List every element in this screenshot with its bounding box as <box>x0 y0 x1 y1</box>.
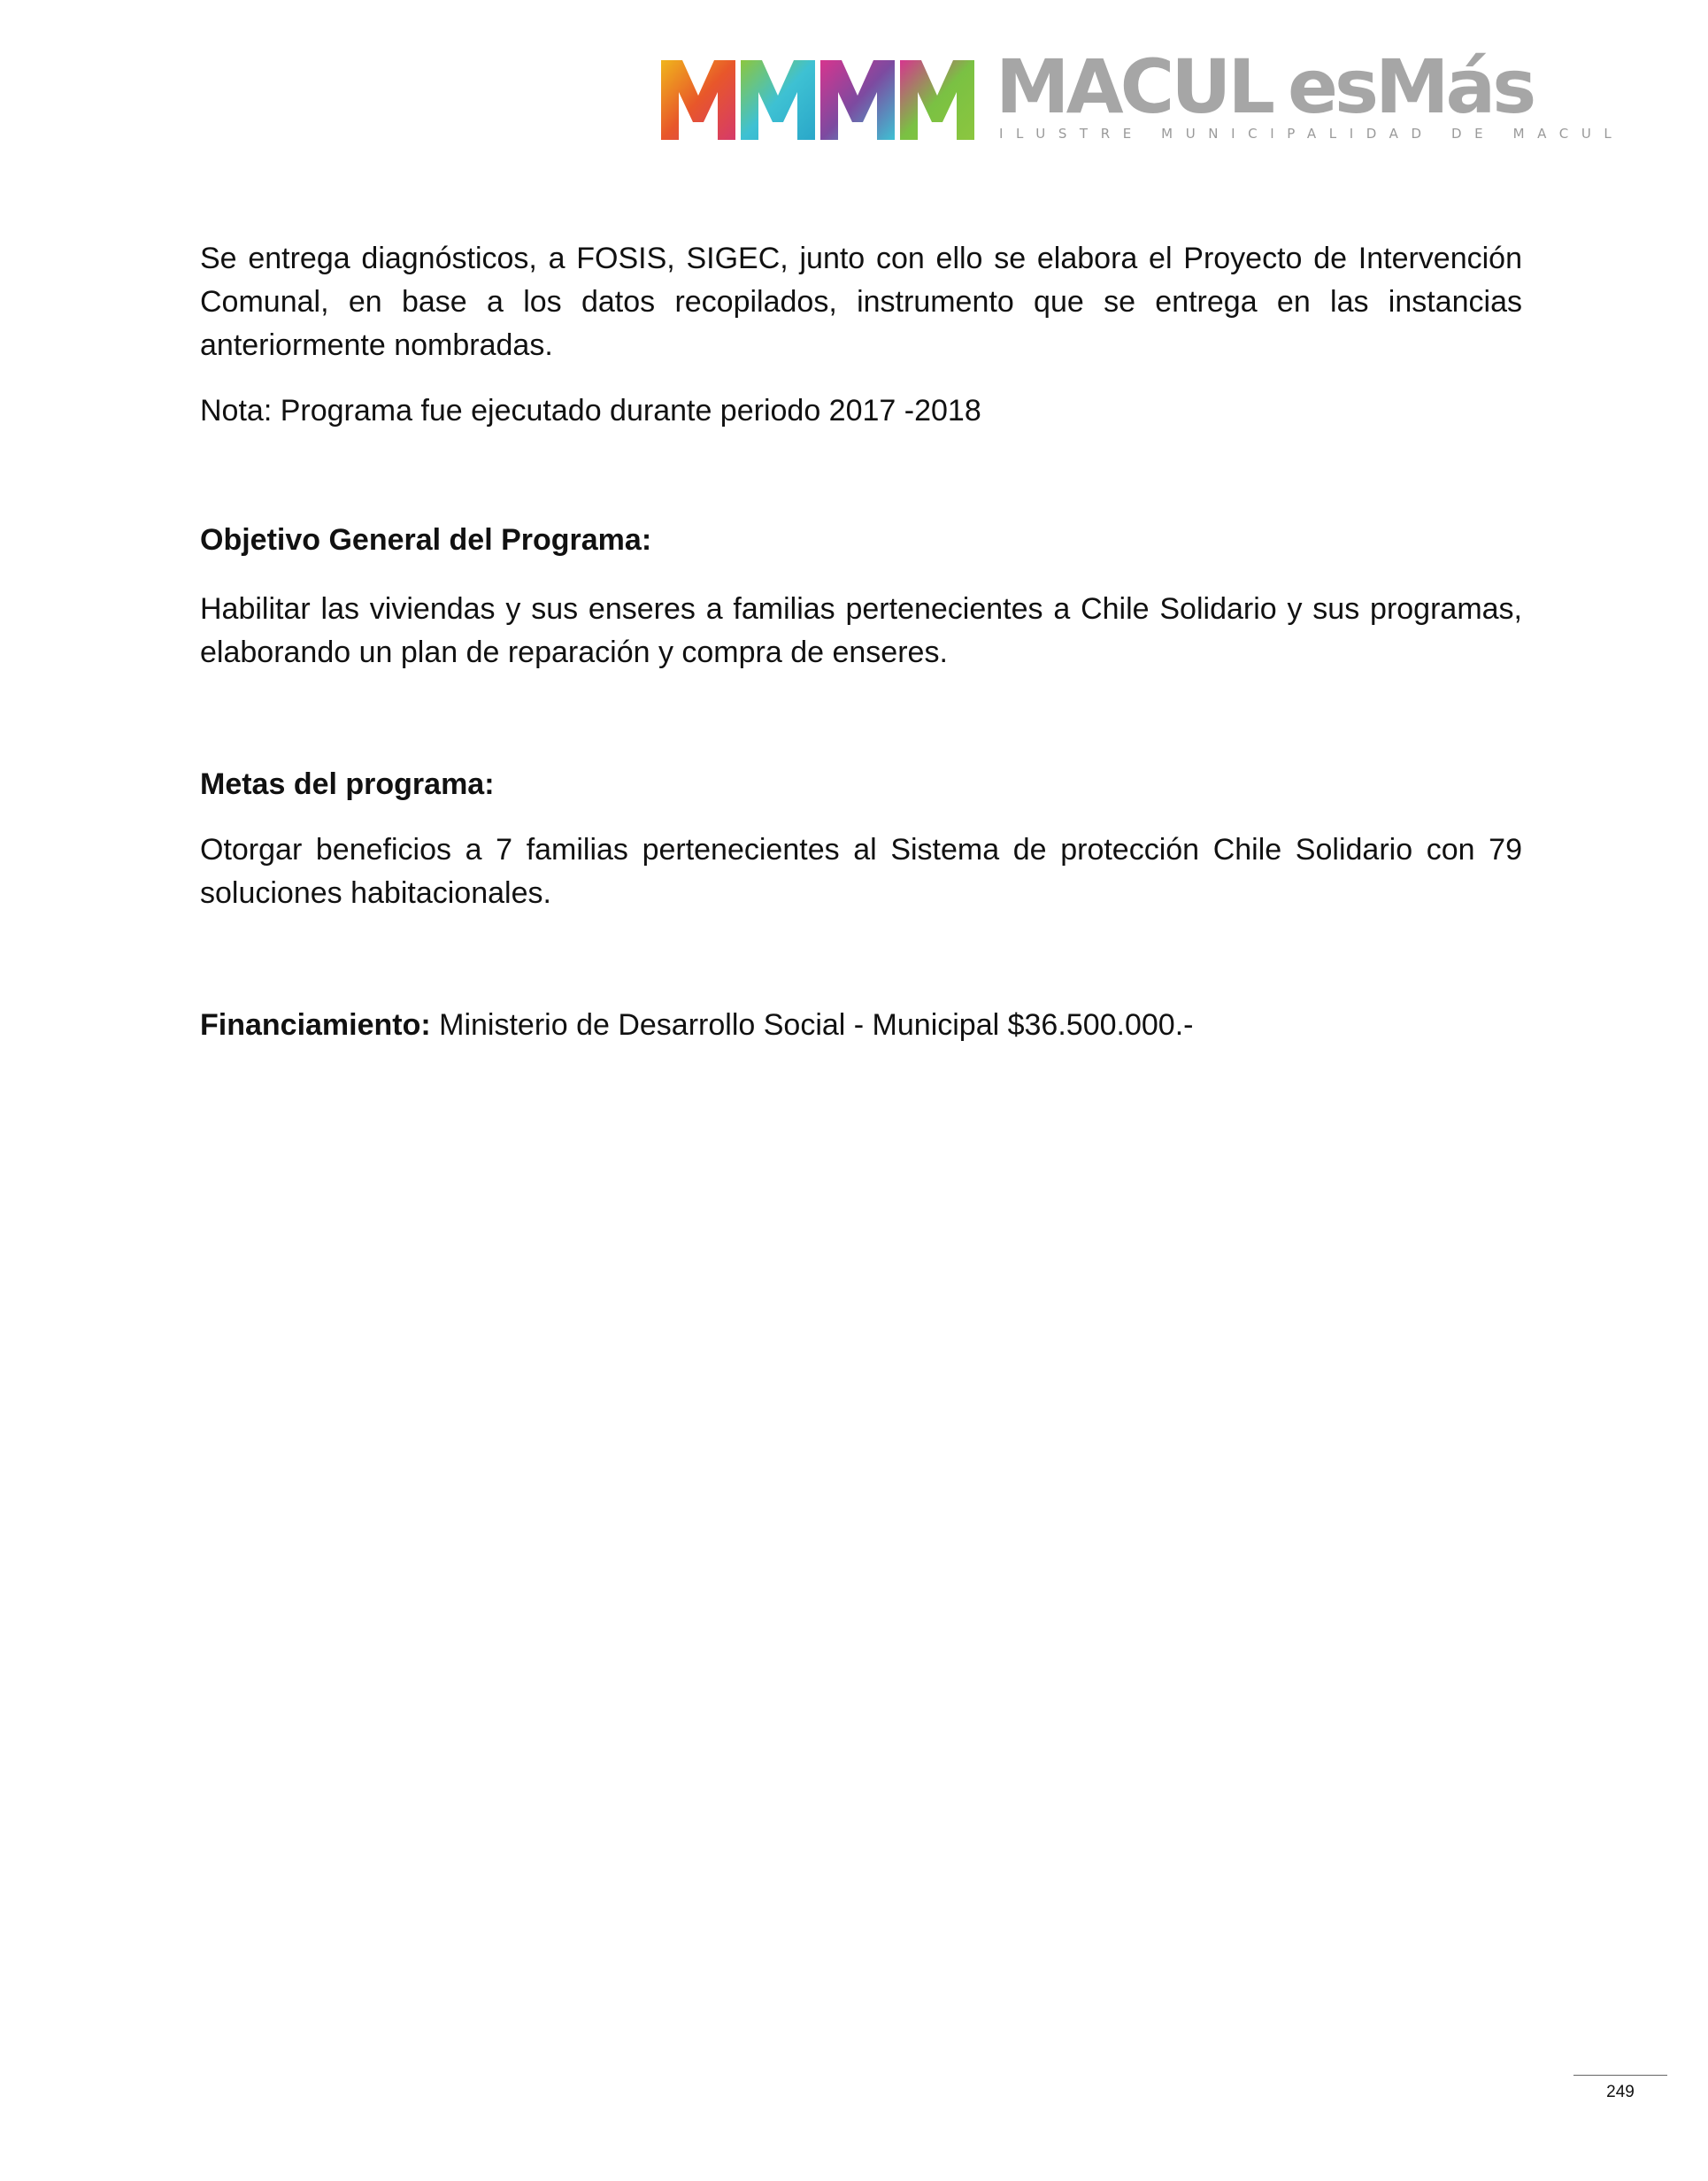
objective-text: Habilitar las viviendas y sus enseres a familias pertenecientes a Chile Solidario y sus programas, elaborando un plan de reparación y compra de enseres. <box>200 592 1522 669</box>
intro-paragraph <box>200 237 1522 367</box>
goals-section <box>200 763 1522 806</box>
financing-paragraph <box>200 1004 1522 1047</box>
intro-text: Se entrega diagnósticos, a FOSIS, SIGEC, junto con ello se elabora el Proyecto de Intervención Comunal, en base a los datos recopilados, instrumento que se entrega en las instancias anteriormente nombradas. <box>200 242 1522 362</box>
logo-wordmark <box>996 43 1534 130</box>
logo-text-main: MACUL <box>996 43 1272 130</box>
goals-heading: Metas del programa: <box>200 767 495 801</box>
note-text: Nota: Programa fue ejecutado durante periodo 2017 -2018 <box>200 394 981 428</box>
logo-text-mas: Más <box>1374 43 1534 130</box>
goals-text: Otorgar beneficios a 7 familias pertenecientes al Sistema de protección Chile Solidario con 79 soluciones habitacionales. <box>200 833 1522 910</box>
objective-paragraph <box>200 588 1522 674</box>
financing-line <box>200 1004 1522 1047</box>
footer-divider <box>1573 2075 1667 2076</box>
objective-heading: Objetivo General del Programa: <box>200 523 652 557</box>
financing-label: Financiamiento: <box>200 1008 431 1042</box>
goals-paragraph <box>200 828 1522 915</box>
objective-section <box>200 519 1522 562</box>
municipality-logo <box>659 43 1625 149</box>
logo-text-es: es <box>1287 43 1375 130</box>
page-number: 249 <box>1606 2083 1635 2101</box>
macul-mmmm-logo-icon <box>659 57 978 142</box>
financing-text: Ministerio de Desarrollo Social - Municipal $36.500.000.- <box>430 1008 1194 1042</box>
logo-subtitle: ILUSTRE MUNICIPALIDAD DE MACUL <box>999 126 1625 142</box>
note-paragraph <box>200 389 1522 433</box>
